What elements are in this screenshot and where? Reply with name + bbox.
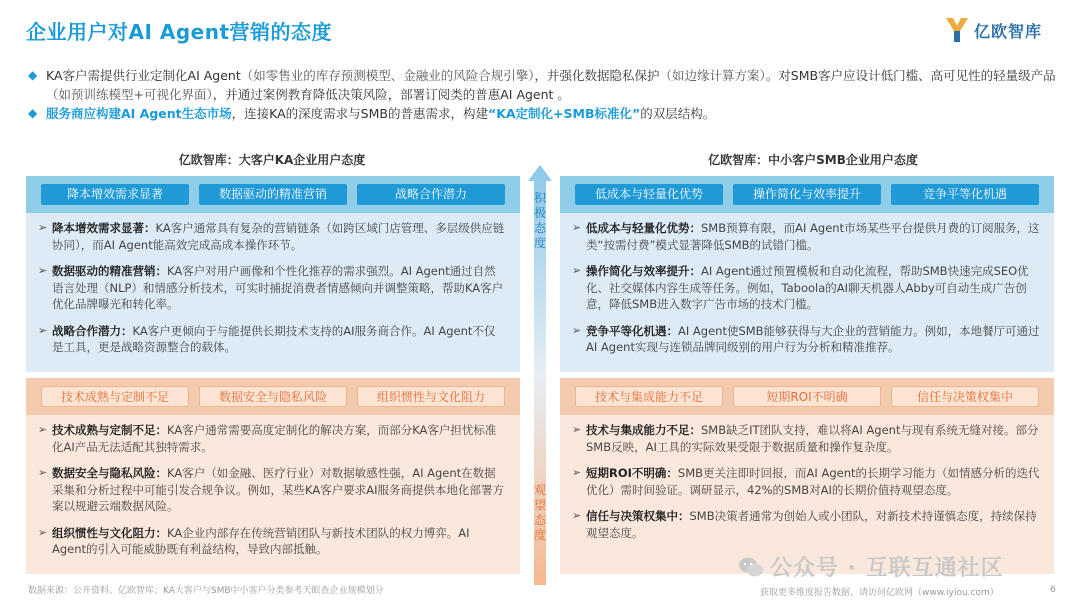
item-title: 数据安全与隐私风险： — [52, 466, 167, 480]
arrow-icon: ➢ — [38, 264, 48, 277]
tag-label: 短期ROI不明确 — [733, 386, 881, 407]
right-positive-panel — [560, 176, 1054, 372]
intro-text: 的双层结构。 — [640, 106, 716, 121]
item-text: SMB更关注即时回报，而AI Agent的长期学习能力（如情感分析的迭代优化）需时间验证。调研显示，42%的SMB对AI的长期价值持观望态度。 — [586, 466, 1040, 497]
intro-text: ，连接KA的深度需求与SMB的普惠需求，构建 — [231, 106, 488, 121]
item-title: 竞争平等化机遇： — [586, 323, 678, 338]
arrow-icon: ➢ — [572, 466, 582, 479]
page-title: 企业用户对AI Agent营销的态度 — [26, 20, 333, 44]
item-title: 信任与决策权集中： — [586, 509, 690, 523]
diamond-bullet-icon: ◆ — [28, 68, 38, 82]
more-reports-note: 获取更多维度报告数据，请访问亿欧网（www.iyiou.com） — [760, 588, 999, 598]
right-negative-items — [560, 422, 1054, 551]
intro-section — [26, 66, 1056, 123]
tag-label: 降本增效需求显著 — [41, 184, 189, 205]
right-negative-tagbar — [560, 378, 1054, 415]
watermark-text: 公众号 · 互联互通社区 — [770, 556, 1004, 581]
arrow-icon: ➢ — [38, 525, 48, 539]
logo-icon — [944, 16, 970, 44]
item-text: KA客户通常具有复杂的营销链条（如跨区域门店管理、多层级供应链协同），而AI Agent能高效完成高成本操作环节。 — [52, 221, 505, 252]
tag-label: 组织惯性与文化阻力 — [357, 386, 505, 407]
item-title: 技术与集成能力不足： — [586, 423, 701, 437]
positive-attitude-label: 积 极 态 度 — [533, 191, 546, 250]
item-title: 低成本与轻量化优势： — [586, 221, 701, 235]
item-text: AI Agent使SMB能够获得与大企业的营销能力。例如，本地餐厅可通过AI Agent实现与连锁品牌同级别的用户行为分析和精准推荐。 — [586, 323, 1040, 354]
item-text: SMB预算有限，而AI Agent市场某些平台提供月费的订阅服务，这类“按需付费”模式显著降低SMB的试错门槛。 — [586, 221, 1040, 252]
wechat-icon — [738, 556, 764, 578]
item-text: SMB缺乏IT团队支持，难以将AI Agent与现有系统无缝对接。部分SMB反映，AI工具的实际效果受限于数据质量和操作复杂度。 — [586, 423, 1039, 454]
right-negative-panel — [560, 378, 1054, 574]
logo-text: 亿欧智库 — [974, 21, 1043, 41]
tag-label: 战略合作潜力 — [357, 184, 505, 205]
left-negative-tagbar — [26, 378, 520, 415]
tag-label: 技术与集成能力不足 — [575, 386, 723, 407]
intro-text: （如零售业的库存预测模型、金融业的风险合规引擎） — [240, 68, 535, 83]
attitude-arrow — [528, 165, 552, 585]
list-item — [36, 220, 506, 253]
item-text: KA客户（如金融、医疗行业）对数据敏感性强，AI Agent在数据采集和分析过程中可能引发合规争议。例如，某些KA客户要求AI服务商提供本地化部署方案以规避云端数据风险。 — [52, 466, 504, 513]
arrow-icon: ➢ — [572, 264, 582, 277]
list-item — [570, 323, 1040, 356]
left-positive-items — [26, 220, 520, 366]
list-item — [570, 508, 1040, 541]
tag-label: 技术成熟与定制不足 — [41, 386, 189, 407]
item-text: KA客户对用户画像和个性化推荐的需求强烈。AI Agent通过自然语言处理（NLP）和情感分析技术，可实时捕捉消费者情感倾向并调整策略，帮助KA客户优化品牌曝光和转化率。 — [52, 264, 504, 311]
intro-text: 。对SMB客户应设计低门槛、高可见性的轻量级产品 — [765, 68, 1056, 83]
list-item — [36, 525, 506, 558]
watermark — [738, 551, 1004, 582]
arrow-icon: ➢ — [572, 323, 582, 337]
negative-attitude-label: 观 望 态 度 — [533, 483, 546, 542]
arrow-icon: ➢ — [38, 466, 48, 479]
tag-label: 竞争平等化机遇 — [891, 184, 1039, 205]
list-item — [36, 323, 506, 356]
left-negative-items — [26, 422, 520, 568]
item-text: KA客户更倾向于与能提供长期技术支持的AI服务商合作。AI Agent不仅是工具，更是战略资源整合的载体。 — [52, 323, 496, 354]
arrow-icon: ➢ — [38, 323, 48, 337]
right-positive-tagbar — [560, 176, 1054, 213]
item-title: 短期ROI不明确： — [586, 466, 678, 480]
list-item — [36, 465, 506, 515]
item-title: 战略合作潜力： — [52, 323, 133, 338]
intro-highlight: “KA定制化+SMB标准化” — [487, 106, 641, 121]
arrow-icon: ➢ — [572, 423, 582, 436]
item-title: 降本增效需求显著： — [52, 221, 156, 235]
tag-label: 数据驱动的精准营销 — [199, 184, 347, 205]
tag-label: 信任与决策权集中 — [891, 386, 1039, 407]
intro-text: ，并强化数据隐私保护 — [534, 68, 660, 83]
list-item — [570, 220, 1040, 253]
item-text: AI Agent通过预置模板和自动化流程，帮助SMB快速完成SEO优化、社交媒体内容生成等任务。例如，Taboola的AI聊天机器人Abby可自动生成广告创意，降低SMB进入数字广告市场的技术门槛。 — [586, 264, 1029, 311]
intro-text: KA客户需提供行业定制化AI Agent — [46, 68, 241, 83]
arrow-icon: ➢ — [38, 221, 48, 234]
arrow-icon: ➢ — [572, 221, 582, 234]
right-positive-items — [560, 220, 1054, 366]
logo — [944, 16, 1042, 44]
list-item — [570, 465, 1040, 498]
intro-text: （如边缘计算方案） — [659, 68, 766, 83]
list-item — [36, 263, 506, 313]
diamond-bullet-icon: ◆ — [28, 106, 38, 120]
intro-highlight: 服务商应构建AI Agent生态市场 — [46, 106, 232, 121]
left-positive-tagbar — [26, 176, 520, 213]
tag-label: 操作简化与效率提升 — [733, 184, 881, 205]
page-number: 6 — [1050, 585, 1056, 595]
left-positive-panel — [26, 176, 520, 372]
item-title: 数据驱动的精准营销： — [52, 264, 167, 278]
tag-label: 低成本与轻量化优势 — [575, 184, 723, 205]
intro-text: （如预训练模型+可视化界面） — [46, 87, 213, 102]
intro-line-1 — [26, 66, 1056, 104]
intro-text: ，并通过案例教育降低决策风险，部署订阅类的普惠AI Agent 。 — [212, 87, 570, 102]
item-text: SMB决策者通常为创始人或小团队，对新技术持谨慎态度，持续保持观望态度。 — [586, 509, 1037, 540]
intro-line-2 — [26, 104, 1056, 123]
arrow-icon: ➢ — [38, 423, 48, 436]
tag-label: 数据安全与隐私风险 — [199, 386, 347, 407]
item-title: 操作简化与效率提升： — [586, 264, 701, 278]
left-negative-panel — [26, 378, 520, 574]
right-column-heading: 亿欧智库：中小客户SMB企业用户态度 — [708, 153, 918, 167]
left-column-heading: 亿欧智库：大客户KA企业用户态度 — [178, 153, 366, 167]
list-item — [570, 422, 1040, 455]
list-item — [36, 422, 506, 455]
item-title: 技术成熟与定制不足： — [52, 423, 167, 437]
arrow-icon: ➢ — [572, 509, 582, 522]
item-title: 组织惯性与文化阻力： — [52, 525, 167, 540]
item-text: KA客户通常需要高度定制化的解决方案，而部分KA客户担忧标准化AI产品无法适配其独特需求。 — [52, 423, 497, 454]
list-item — [570, 263, 1040, 313]
item-text: KA企业内部存在传统营销团队与新技术团队的权力博弈。AI Agent的引入可能威胁既有利益结构，导致内部抵触。 — [52, 525, 470, 556]
source-note: 数据来源：公开资料、亿欧智库；KA大客户与SMB中小客户分类参考天眼查企业规模划分 — [28, 586, 384, 596]
